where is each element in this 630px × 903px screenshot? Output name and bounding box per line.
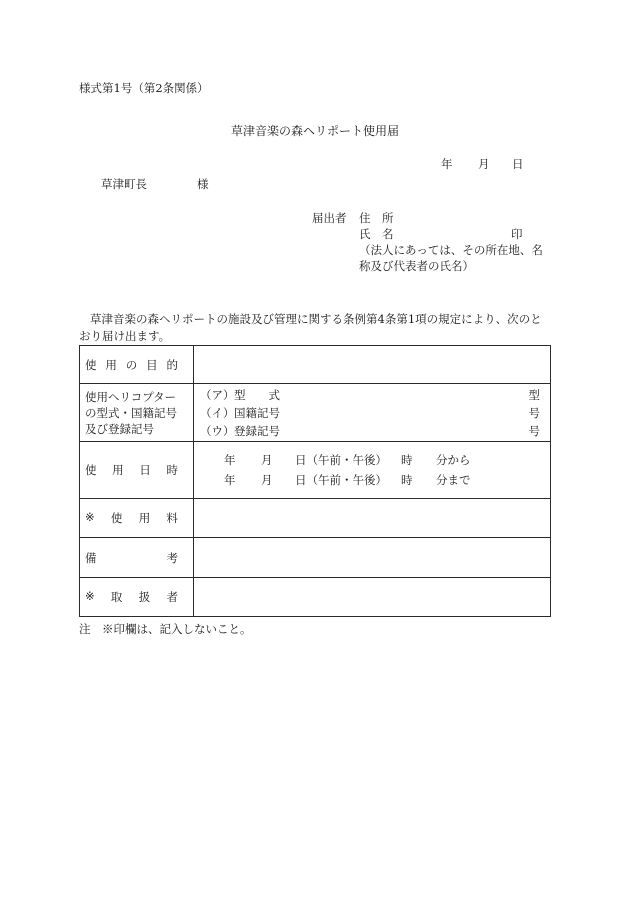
remarks-row [80, 538, 551, 578]
helicopter-label-line3: 及び登録記号 [85, 421, 154, 436]
to-year: 年 [224, 473, 236, 487]
date-year: 年 [441, 157, 453, 171]
fee-label: ※ 使 用 料 [85, 510, 178, 525]
helicopter-value-cell[interactable] [194, 384, 551, 442]
handler-mark: ※ [85, 589, 95, 603]
datetime-label: 使 用 日 時 [85, 463, 178, 477]
helicopter-nationality-key: （イ） [200, 405, 235, 420]
application-table [79, 345, 551, 617]
intro-line1: 草津音楽の森ヘリポートの施設及び管理に関する条例第4条第1項の規定により、次のと [90, 312, 542, 326]
applicant-label: 届出者 [312, 211, 347, 225]
purpose-row [80, 346, 551, 384]
datetime-to-line [194, 470, 550, 490]
helicopter-label-cell [80, 384, 194, 442]
applicant-note-line1: （法人にあっては、その所在地、名 [359, 243, 543, 257]
purpose-label: 使 用 の 目 的 [85, 357, 178, 372]
helicopter-type-line [194, 386, 550, 404]
datetime-row [80, 442, 551, 499]
applicant-address-label: 住 所 [359, 211, 394, 225]
helicopter-type-name: 型 式 [234, 387, 280, 402]
helicopter-registration-name: 登録記号 [234, 423, 280, 438]
from-year: 年 [224, 453, 236, 467]
to-minute: 分まで [436, 473, 471, 487]
datetime-value-cell[interactable] [194, 442, 551, 499]
date-day: 日 [512, 157, 524, 171]
helicopter-registration-unit: 号 [528, 423, 540, 438]
addressee-name: 草津町長 [101, 177, 147, 191]
handler-label-cell [80, 578, 194, 617]
seal-mark: 印 [511, 227, 523, 241]
intro-line2: おり届け出ます。 [79, 329, 171, 343]
helicopter-registration-line [194, 422, 550, 440]
handler-row [80, 578, 551, 617]
purpose-label-cell [80, 346, 194, 384]
purpose-value-cell[interactable] [194, 346, 551, 384]
helicopter-nationality-name: 国籍記号 [234, 405, 280, 420]
date-month: 月 [478, 157, 490, 171]
page-title: 草津音楽の森ヘリポート使用届 [231, 124, 400, 138]
from-day-ampm: 日（午前・午後） [295, 453, 387, 467]
remarks-label-cell [80, 538, 194, 578]
form-number: 様式第1号（第2条関係） [79, 81, 209, 95]
handler-label: ※ 取 扱 者 [85, 589, 178, 604]
fee-mark: ※ [85, 510, 95, 524]
from-hour: 時 [401, 453, 413, 467]
footnote: 注 ※印欄は、記入しないこと。 [79, 622, 252, 636]
applicant-name-label: 氏 名 [359, 227, 394, 241]
helicopter-row [80, 384, 551, 442]
to-hour: 時 [401, 473, 413, 487]
fee-label-cell [80, 499, 194, 538]
applicant-note-line2: 称及び代表者の氏名） [359, 259, 474, 273]
from-month: 月 [261, 453, 273, 467]
datetime-label-cell [80, 442, 194, 499]
helicopter-type-key: （ア） [200, 387, 235, 402]
helicopter-label-line1: 使用ヘリコプター [85, 389, 176, 404]
to-day-ampm: 日（午前・午後） [295, 473, 387, 487]
helicopter-nationality-line [194, 404, 550, 422]
handler-value-cell[interactable] [194, 578, 551, 617]
helicopter-registration-key: （ウ） [200, 423, 235, 438]
helicopter-nationality-unit: 号 [528, 405, 540, 420]
fee-value-cell[interactable] [194, 499, 551, 538]
to-month: 月 [261, 473, 273, 487]
addressee-honorific: 様 [197, 177, 209, 191]
fee-row [80, 499, 551, 538]
remarks-label: 備 考 [85, 550, 178, 565]
remarks-value-cell[interactable] [194, 538, 551, 578]
helicopter-type-unit: 型 [528, 387, 540, 402]
from-minute: 分から [436, 453, 471, 467]
helicopter-label-line2: の型式・国籍記号 [85, 405, 177, 420]
datetime-from-line [194, 450, 550, 470]
